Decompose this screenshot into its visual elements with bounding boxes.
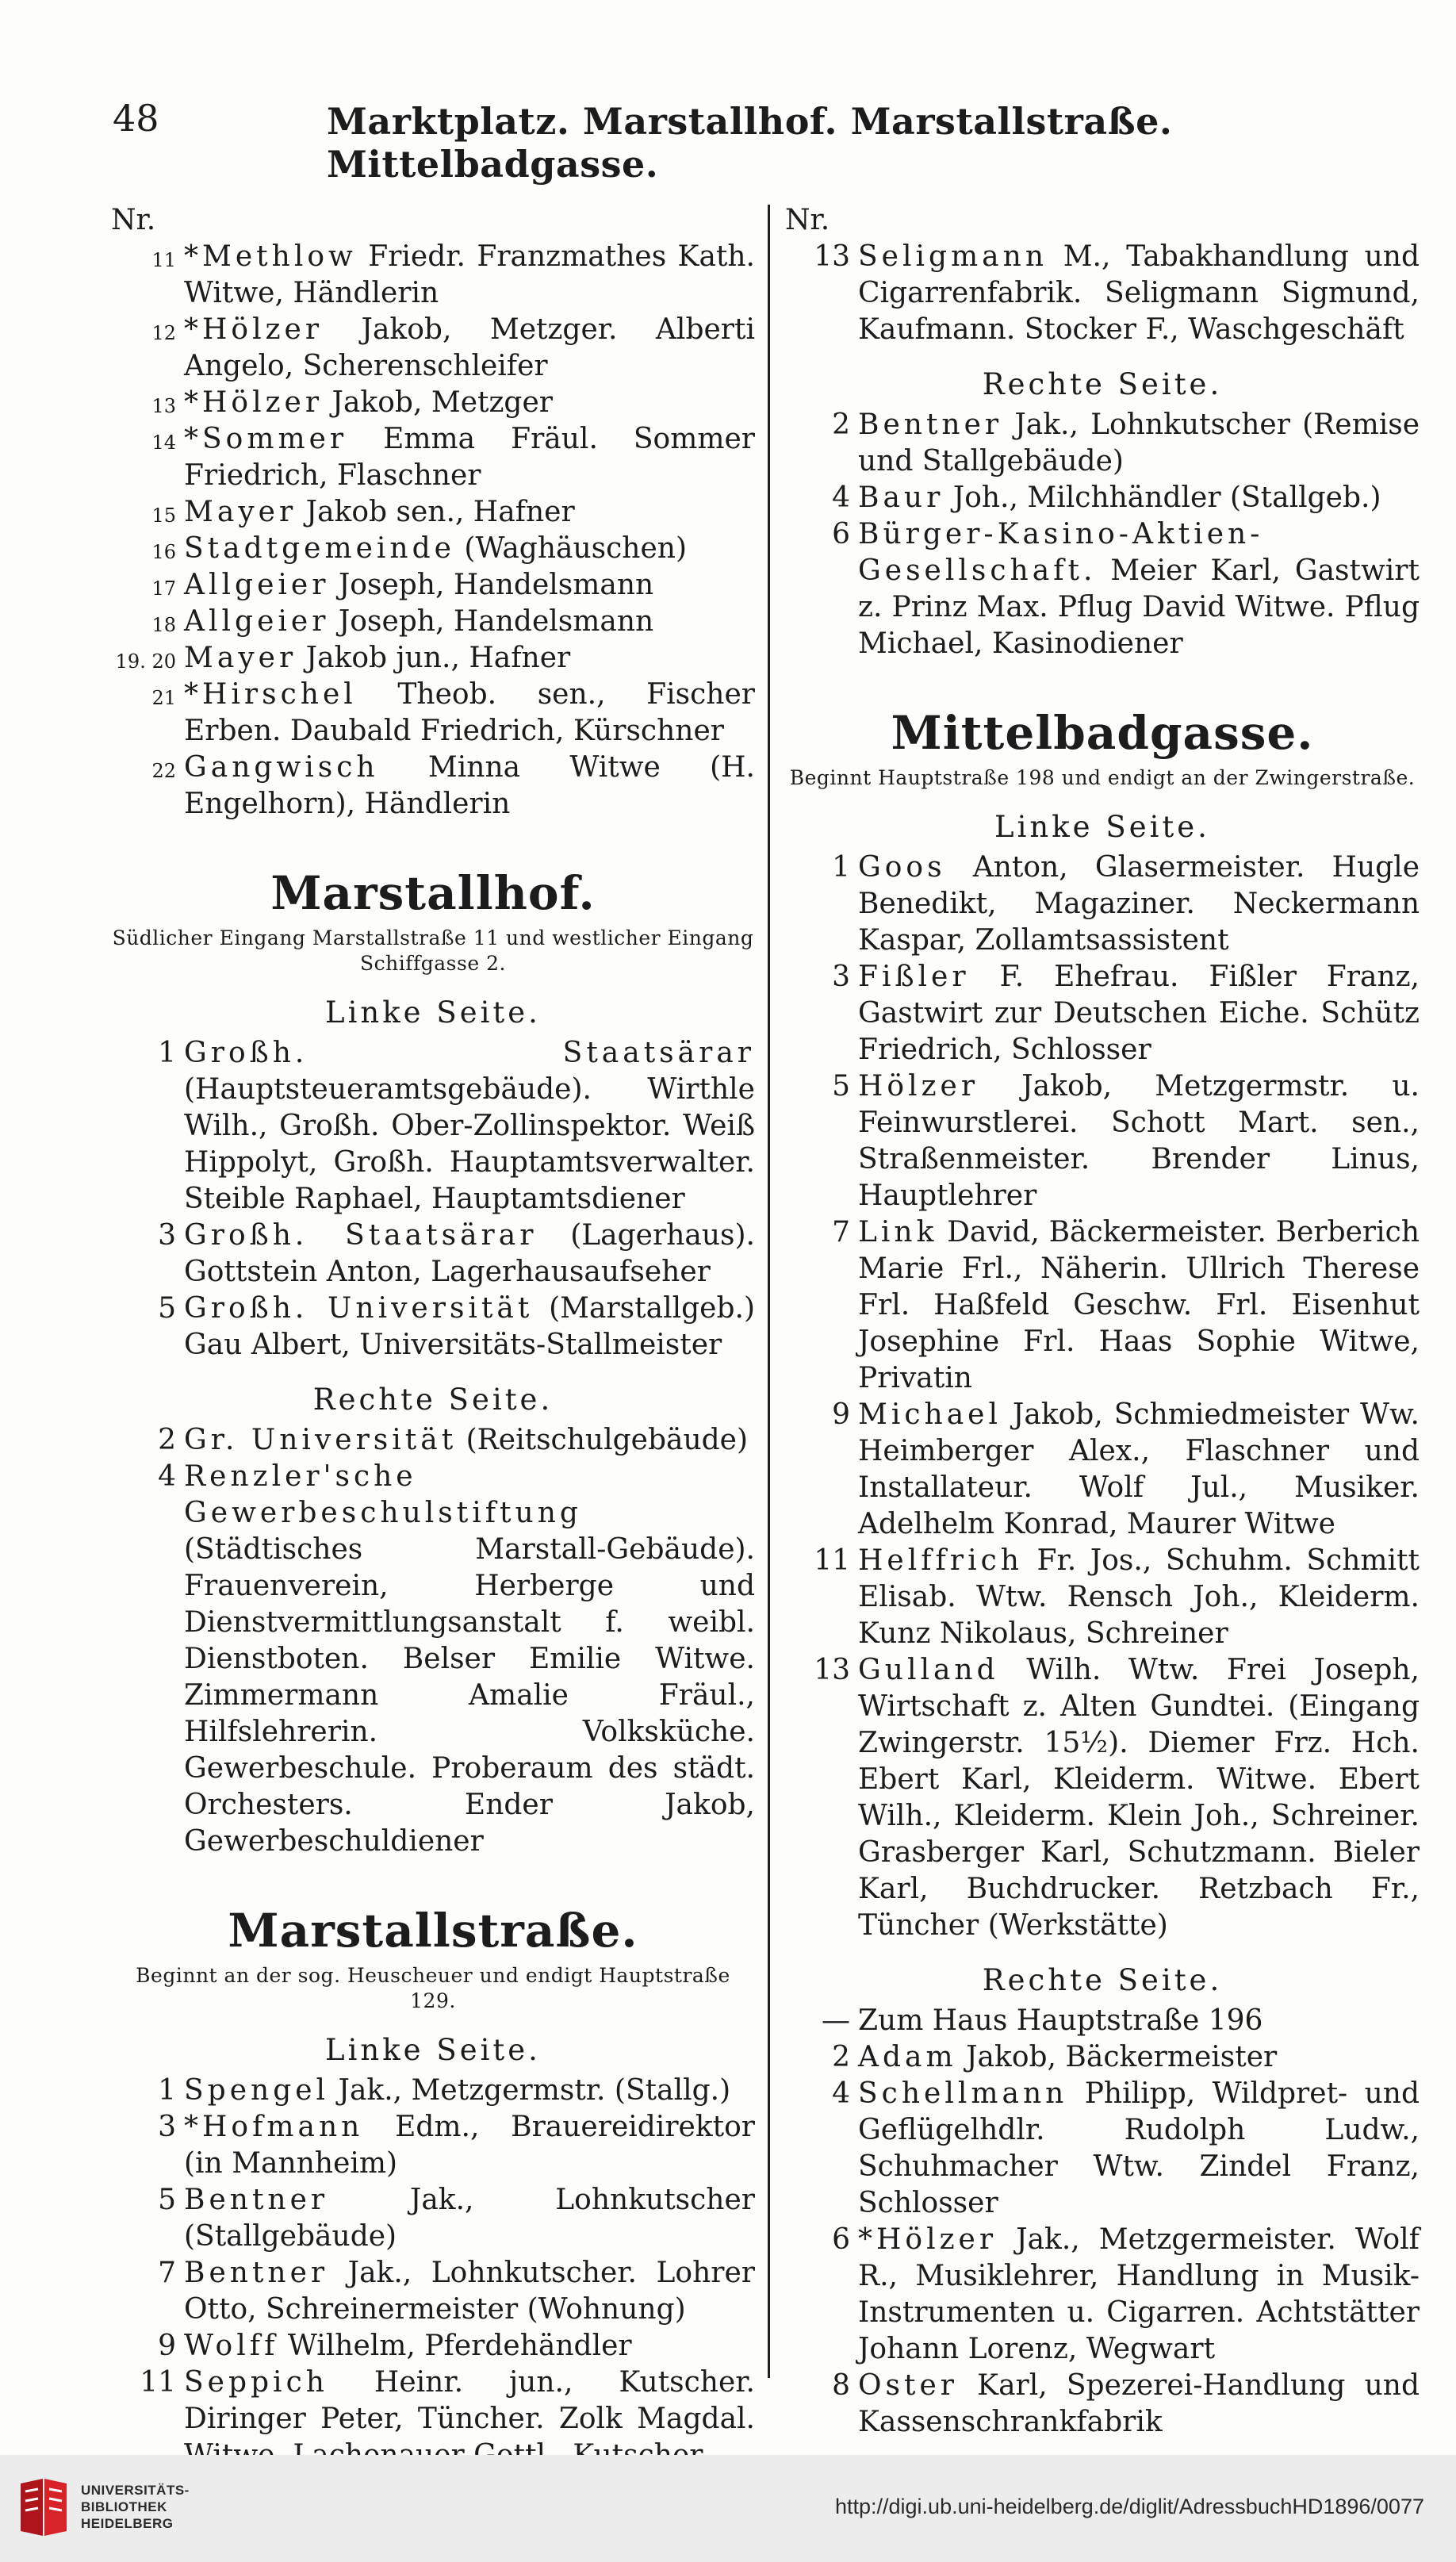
entry-text: Joh., Milchhändler (Stallgeb.) xyxy=(952,481,1381,514)
house-number: 6 xyxy=(832,518,850,550)
entry-text: Jakob sen., Hafner xyxy=(305,496,575,528)
entry-list xyxy=(785,2003,1420,2441)
owner-name: Fißler xyxy=(858,961,970,993)
house-number: 12 xyxy=(151,322,176,344)
owner-name: Stadtgemeinde xyxy=(184,532,455,565)
directory-entry xyxy=(111,567,755,604)
house-number: 8 xyxy=(832,2369,850,2402)
entry-text: Theob. sen., Fischer Erben. Daubald Friedrich, Kürschner xyxy=(184,678,756,747)
entry-text: Fr. Jos., Schuhm. Schmitt Elisab. Wtw. Rensch Joh., Kleiderm. Kunz Nikolaus, Schreiner xyxy=(858,1544,1420,1650)
house-number: 1 xyxy=(158,2074,176,2107)
owner-name: Allgeier xyxy=(184,569,330,601)
side-label: Linke Seite. xyxy=(325,2033,541,2067)
house-number: 4 xyxy=(832,2077,850,2110)
owner-name: Link xyxy=(858,1216,938,1248)
directory-entry xyxy=(785,959,1420,1068)
owner-name: Oster xyxy=(858,2369,958,2402)
source-url[interactable]: http://digi.ub.uni-heidelberg.de/diglit/AdressbuchHD1896/0077 xyxy=(834,2495,1424,2518)
street-title: Marstallhof. xyxy=(270,866,596,920)
entry-text: Jakob, Metzger. Alberti Angelo, Scherenschleifer xyxy=(184,313,755,382)
house-number: 11 xyxy=(151,249,176,271)
house-number: 13 xyxy=(814,1654,850,1686)
entry-text: M., Tabakhandlung und Cigarrenfabrik. Seligmann Sigmund, Kaufmann. Stocker F., Waschgeschäft xyxy=(858,240,1420,346)
entry-text: Joseph, Handelsmann xyxy=(338,605,654,638)
directory-entry xyxy=(785,2076,1420,2222)
entry-list xyxy=(111,2073,755,2474)
entry-text: Minna Witwe (H. Engelhorn), Händlerin xyxy=(184,751,755,820)
side-label: Rechte Seite. xyxy=(312,1383,554,1417)
side-label: Linke Seite. xyxy=(325,995,541,1030)
entry-text: Wilhelm, Pferdehändler xyxy=(287,2330,632,2362)
owner-name: Seppich xyxy=(184,2366,328,2399)
street-description: Südlicher Eingang Marstallstraße 11 und westlicher Eingang Schiffgasse 2. xyxy=(112,926,754,975)
owner-name: *Hirschel xyxy=(184,678,357,711)
house-number: 1 xyxy=(832,851,850,884)
entry-text: Jak., Metzgermeister. Wolf R., Musiklehrer, Handlung in Musik-Instrumenten u. Cigarren. Achtstätter Johann Lorenz, Wegwart xyxy=(858,2223,1420,2365)
nr-label: Nr. xyxy=(785,204,830,236)
entry-list xyxy=(111,1422,755,1860)
side-label: Rechte Seite. xyxy=(982,1963,1223,1997)
library-seal-icon xyxy=(16,2476,71,2539)
house-number: 13 xyxy=(151,395,176,417)
directory-entry xyxy=(111,531,755,567)
entry-list xyxy=(785,407,1420,662)
owner-name: Großh. Staatsärar xyxy=(184,1037,755,1069)
directory-entry xyxy=(111,494,755,531)
entry-text: Meier Karl, Gastwirt z. Prinz Max. Pflug David Witwe. Pflug Michael, Kasinodiener xyxy=(858,554,1420,660)
directory-entry xyxy=(111,2073,755,2109)
house-number: 1 xyxy=(158,1037,176,1069)
directory-entry xyxy=(111,2255,755,2328)
directory-entry xyxy=(111,604,755,640)
entry-text: David, Bäckermeister. Berberich Marie Frl., Näherin. Ullrich Therese Frl. Haßfeld Geschw. Frl. Eisenhut Josephine Frl. Haas Sophie Witwe, Privatin xyxy=(858,1216,1420,1394)
house-number: 21 xyxy=(151,687,176,709)
directory-entry xyxy=(785,1397,1420,1543)
owner-name: Bürger-Kasino-Aktien-Gesellschaft. xyxy=(858,518,1264,587)
street-description: Beginnt Hauptstraße 198 und endigt an der Zwingerstraße. xyxy=(789,766,1416,789)
owner-name: Allgeier xyxy=(184,605,330,638)
right-column xyxy=(785,202,1420,2441)
entry-text: Heinr. jun., Kutscher. Diringer Peter, Tüncher. Zolk Magdal. xyxy=(184,2366,755,2435)
owner-name: Baur xyxy=(858,481,944,514)
house-number: 4 xyxy=(158,1460,176,1493)
directory-entry xyxy=(785,1068,1420,1214)
house-number: 7 xyxy=(158,2257,176,2289)
house-number: 17 xyxy=(151,577,176,600)
entry-text: Wilh. Wtw. Frei Joseph, Wirtschaft z. Alten Gundtei. (Eingang Zwingerstr. 15½). Diemer Frz. Hch. Ebert Karl, Kleiderm. Witwe. Ebert Wilh., Kleiderm. Klein Joh., Schreiner. Grasberger Karl, Schutzmann. Bieler Karl, Buchdrucker. Retzbach Fr., Tüncher (Werkstätte) xyxy=(858,1654,1420,1942)
entry-text: Jakob, Metzgermstr. u. Feinwurstlerei. Schott Mart. sen., Straßenmeister. Brender Linus, Hauptlehrer xyxy=(858,1070,1420,1212)
owner-name: Gr. Universität xyxy=(184,1424,458,1456)
house-number: 9 xyxy=(832,1398,850,1431)
page-number: 48 xyxy=(113,97,159,140)
owner-name: Mayer xyxy=(184,496,297,528)
side-label: Rechte Seite. xyxy=(982,367,1223,401)
directory-entry xyxy=(785,407,1420,480)
entry-text: Jak., Lohnkutscher (Remise und Stallgebäude) xyxy=(858,408,1420,477)
entry-list xyxy=(111,239,755,823)
entry-text: (Marstallgeb.) Gau Albert, Universitäts-Stallmeister xyxy=(184,1292,755,1361)
nr-label: Nr. xyxy=(111,204,156,236)
street-description: Beginnt an der sog. Heuscheuer und endigt Hauptstraße 129. xyxy=(136,1964,730,2012)
directory-entry xyxy=(111,421,755,494)
house-number: 2 xyxy=(158,1424,176,1456)
entry-list xyxy=(785,850,1420,1944)
directory-entry xyxy=(785,850,1420,959)
house-number: 9 xyxy=(158,2330,176,2362)
house-number: 7 xyxy=(832,1216,850,1248)
owner-name: Wolff xyxy=(184,2330,279,2362)
directory-entry xyxy=(111,750,755,823)
directory-entry xyxy=(111,1291,755,1363)
house-number: 3 xyxy=(158,1219,176,1252)
entry-text: Philipp, Wildpret- und Geflügelhdlr. Rudolph Ludw., Schuhmacher Wtw. Zindel Franz, Schlosser xyxy=(858,2077,1420,2219)
owner-name: Adam xyxy=(858,2041,957,2073)
owner-name: Großh. Staatsärar xyxy=(184,1219,538,1252)
owner-name: Schellmann xyxy=(858,2077,1068,2110)
entry-text: (Hauptsteueramtsgebäude). Wirthle Wilh., Großh. Ober-Zollinspektor. Weiß Hippolyt, Großh. Hauptamtsverwalter. Steible Raphael, Hauptamtsdiener xyxy=(184,1073,755,1215)
directory-entry xyxy=(111,2328,755,2364)
house-number: 14 xyxy=(151,431,176,454)
house-number: 16 xyxy=(151,541,176,563)
directory-entry xyxy=(111,1459,755,1860)
entry-text: Jak., Metzgermstr. (Stallg.) xyxy=(338,2074,731,2107)
entry-text: (Waghäuschen) xyxy=(464,532,688,565)
owner-name: Gulland xyxy=(858,1654,999,1686)
owner-name: Hölzer xyxy=(858,1070,979,1103)
entry-text: F. Ehefrau. Fißler Franz, Gastwirt zur Deutschen Eiche. Schütz Friedrich, Schlosser xyxy=(858,961,1420,1066)
directory-entry xyxy=(785,2222,1420,2368)
house-number: 2 xyxy=(832,2041,850,2073)
house-number: 6 xyxy=(832,2223,850,2256)
directory-entry xyxy=(111,640,755,677)
column-divider xyxy=(768,205,770,2378)
logo-line: BIBLIOTHEK xyxy=(81,2499,167,2514)
directory-entry xyxy=(785,1652,1420,1944)
house-number: 3 xyxy=(158,2111,176,2143)
directory-entry xyxy=(111,385,755,421)
entry-text: Edm., Brauereidirektor (in Mannheim) xyxy=(184,2111,755,2180)
house-number: 11 xyxy=(814,1544,850,1577)
owner-name: Gangwisch xyxy=(184,751,379,784)
entry-text: Jak., Lohnkutscher. Lohrer Otto, Schreinermeister (Wohnung) xyxy=(184,2257,755,2326)
entry-text: Friedr. Franzmathes Kath. Witwe, Händlerin xyxy=(184,240,756,309)
directory-entry xyxy=(785,2003,1420,2039)
owner-name: Spengel xyxy=(184,2074,330,2107)
owner-name: *Methlow xyxy=(184,240,357,273)
owner-name: Bentner xyxy=(858,408,1003,441)
entry-text: Jakob jun., Hafner xyxy=(305,642,571,674)
owner-name: Großh. Universität xyxy=(184,1292,534,1325)
left-column xyxy=(111,202,755,2474)
owner-name: Mayer xyxy=(184,642,297,674)
street-title: Mittelbadgasse. xyxy=(891,706,1314,760)
directory-entry xyxy=(111,2109,755,2182)
house-number: — xyxy=(822,2004,850,2037)
entry-text: Joseph, Handelsmann xyxy=(338,569,654,601)
house-number: 19. 20 xyxy=(115,650,176,673)
directory-entry xyxy=(111,312,755,385)
entry-text: Zum Haus Hauptstraße 196 xyxy=(858,2004,1263,2037)
directory-entry xyxy=(111,677,755,750)
directory-entry xyxy=(111,1035,755,1218)
house-number: 3 xyxy=(832,961,850,993)
house-number: 22 xyxy=(151,760,176,782)
entry-text: Jak., Lohnkutscher (Stallgebäude) xyxy=(184,2184,755,2253)
entry-text: (Reitschulgebäude) xyxy=(466,1424,749,1456)
entry-text: (Städtisches Marstall-Gebäude). Frauenverein, Herberge und Dienstvermittlungsanstalt f. weibl. Dienstboten. Belser Emilie Witwe. Zimmermann Amalie Fräul., Hilfslehrerin. Volksküche. Gewerbeschule. Proberaum des städt. Orchesters. Ender Jakob, Gewerbeschuldiener xyxy=(184,1533,755,1858)
owner-name: Michael xyxy=(858,1398,1002,1431)
directory-entry xyxy=(785,516,1420,662)
directory-entry xyxy=(785,480,1420,516)
house-number: 13 xyxy=(814,240,850,273)
entry-text: Jakob, Bäckermeister xyxy=(966,2041,1278,2073)
directory-entry xyxy=(111,1218,755,1291)
side-label: Linke Seite. xyxy=(994,810,1210,844)
owner-name: Seligmann xyxy=(858,240,1048,273)
house-number: 11 xyxy=(140,2366,176,2399)
entry-text: Jakob, Schmiedmeister Ww. Heimberger Alex., Flaschner und Installateur. Wolf Jul., Musiker. Adelhelm Konrad, Maurer Witwe xyxy=(858,1398,1420,1540)
directory-entry xyxy=(785,1543,1420,1652)
directory-entry xyxy=(785,2039,1420,2076)
owner-name: *Hölzer xyxy=(184,313,324,346)
viewer-footer xyxy=(0,2455,1456,2562)
house-number: 5 xyxy=(158,2184,176,2216)
library-logo[interactable] xyxy=(16,2468,214,2547)
owner-name: Bentner xyxy=(184,2184,329,2216)
owner-name: *Hölzer xyxy=(184,386,324,419)
house-number: 18 xyxy=(151,614,176,636)
owner-name: Renzler'sche Gewerbeschulstiftung xyxy=(184,1460,582,1529)
directory-entry xyxy=(111,239,755,312)
directory-entry xyxy=(111,1422,755,1459)
street-title: Marstallstraße. xyxy=(228,1904,638,1958)
running-title: Marktplatz. Marstallhof. Marstallstraße. Mittelbadgasse. xyxy=(327,100,1173,186)
owner-name: *Hofmann xyxy=(184,2111,364,2143)
logo-line: UNIVERSITÄTS- xyxy=(81,2483,190,2498)
directory-entry xyxy=(785,1214,1420,1397)
house-number: 4 xyxy=(832,481,850,514)
entry-list xyxy=(785,239,1420,348)
entry-text: (Lagerhaus). Gottstein Anton, Lagerhausaufseher xyxy=(184,1219,755,1288)
entry-list xyxy=(111,1035,755,1363)
entry-text: Emma Fräul. Sommer Friedrich, Flaschner xyxy=(184,423,755,492)
owner-name: *Sommer xyxy=(184,423,348,455)
owner-name: Bentner xyxy=(184,2257,329,2289)
house-number: 15 xyxy=(151,504,176,527)
house-number: 2 xyxy=(832,408,850,441)
entry-text: Anton, Glasermeister. Hugle Benedikt, Magaziner. Neckermann Kaspar, Zollamtsassistent xyxy=(858,851,1420,957)
logo-line: HEIDELBERG xyxy=(81,2516,174,2531)
entry-text: Jakob, Metzger xyxy=(331,386,553,419)
owner-name: Helffrich xyxy=(858,1544,1023,1577)
owner-name: Goos xyxy=(858,851,946,884)
directory-entry xyxy=(785,2368,1420,2441)
library-logo-text xyxy=(81,2482,190,2532)
entry-text: Karl, Spezerei-Handlung und Kassenschrankfabrik xyxy=(858,2369,1420,2438)
directory-entry xyxy=(111,2182,755,2255)
directory-entry xyxy=(785,239,1420,348)
house-number: 5 xyxy=(832,1070,850,1103)
house-number: 5 xyxy=(158,1292,176,1325)
owner-name: *Hölzer xyxy=(858,2223,998,2256)
